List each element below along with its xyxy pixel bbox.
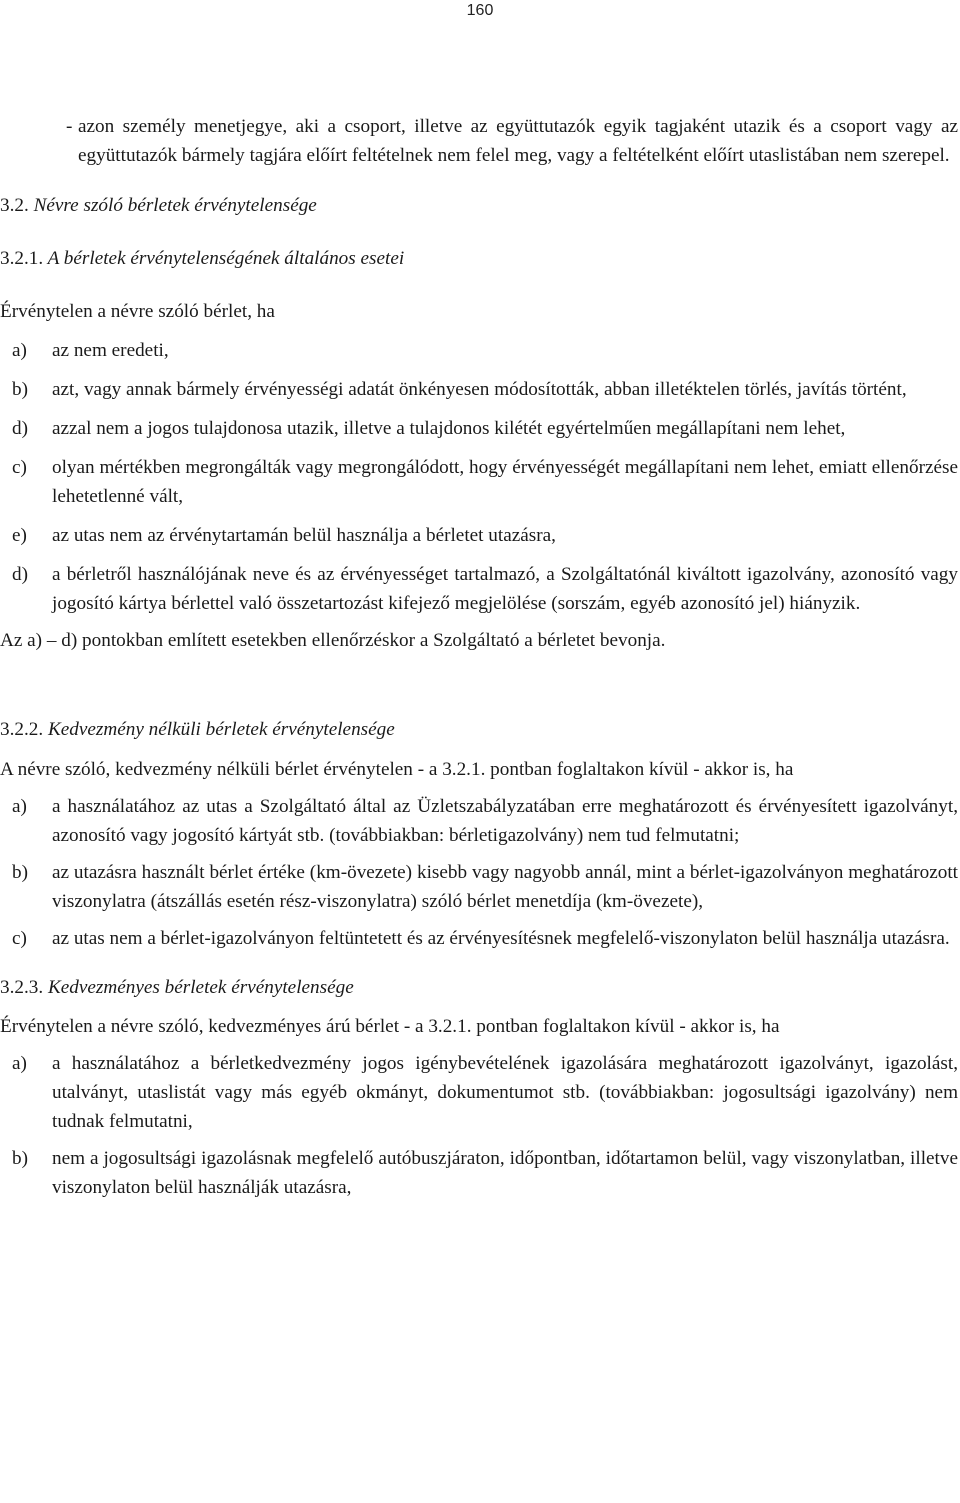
list-item [0,792,958,850]
section-lead: A névre szóló, kedvezmény nélküli bérlet érvénytelen - a 3.2.1. pontban foglaltakon kívül - akkor is, ha [0,759,794,780]
section-number: 3.2. [0,195,29,216]
list-item [0,560,958,618]
list-bullet: - [66,116,73,137]
list-item [0,924,958,953]
section-number: 3.2.2. [0,719,44,740]
page-number: 160 [466,2,494,19]
list-item-label: d) [12,418,28,439]
section-lead: Érvénytelen a névre szóló, kedvezményes árú bérlet - a 3.2.1. pontban foglaltakon kívül - akkor is, ha [0,1016,780,1037]
section-title: Kedvezmény nélküli bérletek érvénytelensége [47,719,395,740]
section-heading-3-2-2 [0,715,958,744]
list-item-text: azon személy menetjegye, aki a csoport, illetve az együttutazók egyik tagjaként utazik és a csoport vagy az együttutazók bármely tagjára előírt feltételnek nem felel meg, vagy a feltételként előírt utaslistában nem szerepel. [78,116,958,166]
list-item-text: azzal nem a jogos tulajdonosa utazik, illetve a tulajdonos kilétét egyértelműen megállapítani nem lehet, [52,418,846,439]
intro-list-item [0,112,958,170]
list-item-label: c) [12,457,27,478]
section-title: Kedvezményes bérletek érvénytelensége [47,977,354,998]
list-item-text: a használatához az utas a Szolgáltató által az Üzletszabályzatában erre meghatározott és érvényesített igazolványt, azonosító vagy jogosító kártyát stb. (továbbiakban: bérletigazolvány) nem tud felmutatni; [52,796,958,846]
list-item-text: a bérletről használójának neve és az érvényességet tartalmazó, a Szolgáltatónál kiváltott igazolvány, azonosító vagy jogosító kártya bérlettel való összetartozást kifejező megjelölése (sorszám, egyéb azonosító jel) hiányzik. [52,564,958,614]
list-item [0,375,958,404]
list-item-text: nem a jogosultsági igazolásnak megfelelő autóbuszjáraton, időpontban, időtartamon belül, vagy viszonylatban, illetve viszonylaton belül használják utazásra, [52,1148,958,1198]
list-item [0,414,958,443]
list-item-label: e) [12,525,27,546]
list-item-label: a) [12,1053,27,1074]
section-number: 3.2.3. [0,977,44,998]
list-item-text: az nem eredeti, [52,340,169,361]
document-body [0,112,958,1202]
list-item [0,453,958,511]
list-item-label: b) [12,1148,28,1169]
list-item [0,858,958,916]
section-title: Névre szóló bérletek érvénytelensége [33,195,317,216]
list-item-text: azt, vagy annak bármely érvényességi adatát önkényesen módosították, abban illetéktelen törlés, javítás történt, [52,379,907,400]
list-item-label: a) [12,796,27,817]
list-item-label: c) [12,928,27,949]
list-item-text: az utas nem az érvénytartamán belül használja a bérletet utazásra, [52,525,556,546]
section-closing: Az a) – d) pontokban említett esetekben ellenőrzéskor a Szolgáltató a bérletet bevonja. [0,630,666,651]
list-item-text: a használatához a bérletkedvezmény jogos igénybevételének igazolására meghatározott igazolványt, igazolást, utalványt, utaslistát vagy más egyéb okmányt, dokumentumot stb. (továbbiakban: jogosultsági igazolvány) nem tudnak felmutatni, [52,1053,958,1132]
list-item-label: a) [12,340,27,361]
list-item-label: b) [12,862,28,883]
section-title: A bérletek érvénytelenségének általános esetei [47,248,405,269]
section-lead: Érvénytelen a névre szóló bérlet, ha [0,301,275,322]
section-heading-3-2-1 [0,244,958,273]
list-item [0,1049,958,1136]
list-item-label: b) [12,379,28,400]
section-heading-3-2 [0,191,958,220]
section-number: 3.2.1. [0,248,44,269]
list-item-text: olyan mértékben megrongálták vagy megrongálódott, hogy érvényességét megállapítani nem lehet, emiatt ellenőrzése lehetetlenné vált, [52,457,958,507]
list-item-text: az utazásra használt bérlet értéke (km-övezete) kisebb vagy nagyobb annál, mint a bérlet-igazolványon meghatározott viszonylatra (átszállás esetén rész-viszonylatra) szóló bérlet menetdíja (km-övezete), [52,862,958,912]
list-item [0,521,958,550]
list-item-label: d) [12,564,28,585]
section-heading-3-2-3 [0,973,958,1002]
list-item [0,1144,958,1202]
list-item-text: az utas nem a bérlet-igazolványon feltüntetett és az érvényesítésnek megfelelő-viszonylaton belül használja utazásra. [52,928,950,949]
list-item [0,336,958,365]
